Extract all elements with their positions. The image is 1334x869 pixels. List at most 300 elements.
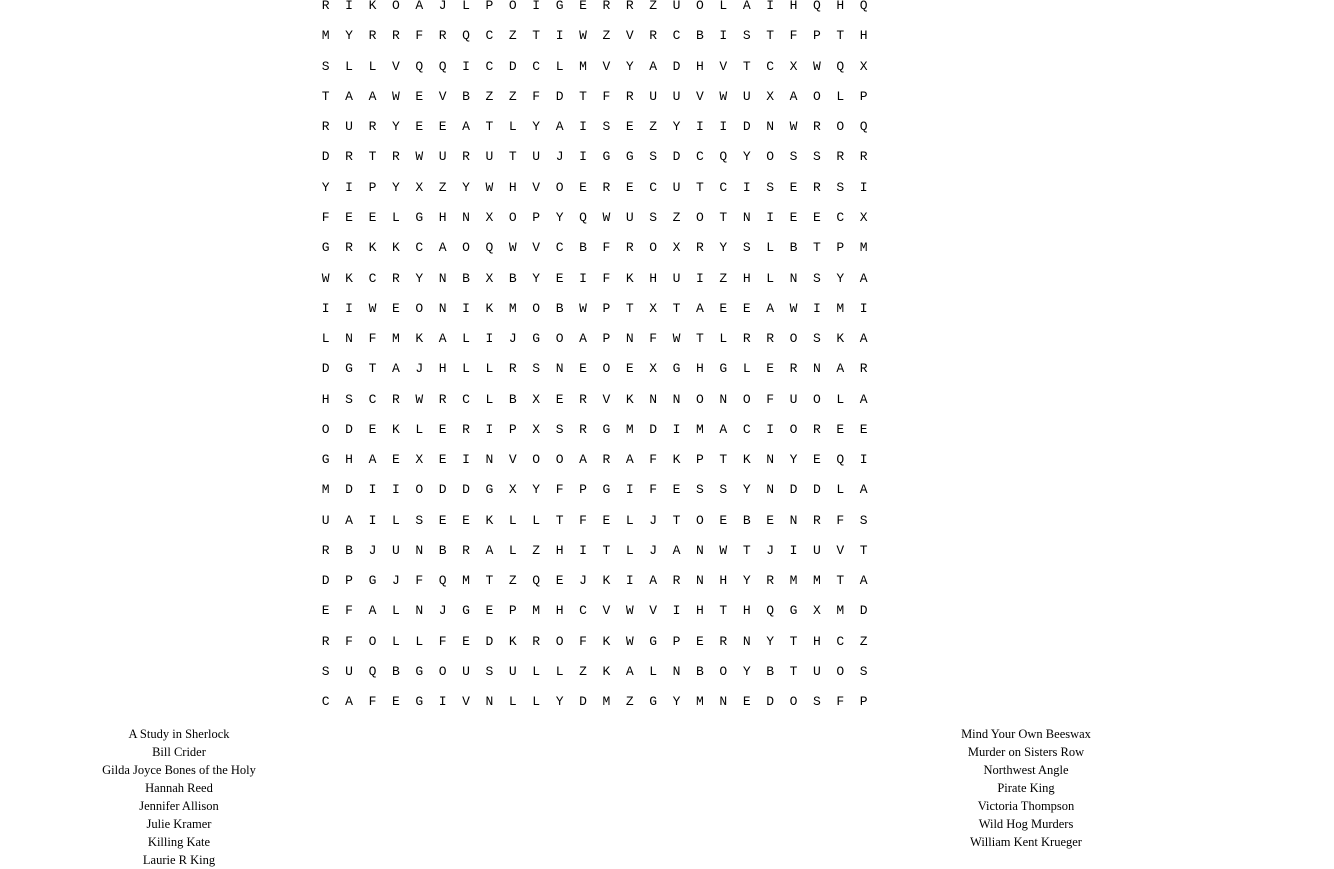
- grid-letter: L: [719, 331, 728, 347]
- grid-letter: B: [462, 88, 470, 104]
- word-list-item: Jennifer Allison: [139, 799, 219, 813]
- grid-letter: M: [696, 694, 704, 710]
- grid-letter: F: [789, 28, 798, 44]
- grid-letter: O: [719, 663, 728, 679]
- grid-letter: S: [321, 58, 330, 74]
- grid-letter: T: [579, 88, 587, 104]
- grid-letter: G: [345, 361, 353, 377]
- grid-letter: E: [836, 421, 845, 437]
- grid-letter: Y: [742, 663, 751, 679]
- grid-letter: C: [462, 391, 470, 407]
- grid-letter: N: [415, 542, 424, 558]
- grid-letter: H: [789, 0, 798, 14]
- grid-letter: R: [812, 119, 821, 135]
- grid-letter: D: [345, 421, 353, 437]
- grid-row: [314, 354, 894, 384]
- grid-letter: D: [321, 361, 330, 377]
- grid-letter: H: [649, 270, 658, 286]
- grid-letter: M: [836, 603, 845, 619]
- grid-row: [314, 506, 894, 536]
- grid-letter: B: [438, 542, 447, 558]
- grid-letter: O: [555, 331, 564, 347]
- word-list-item: William Kent Krueger: [970, 835, 1082, 849]
- grid-letter: Y: [672, 119, 681, 135]
- grid-letter: T: [485, 119, 494, 135]
- grid-letter: E: [438, 119, 447, 135]
- grid-letter: A: [368, 452, 377, 468]
- grid-letter: J: [438, 0, 447, 14]
- grid-letter: W: [625, 603, 634, 619]
- grid-letter: E: [415, 88, 424, 104]
- grid-letter: E: [415, 119, 424, 135]
- grid-letter: T: [625, 300, 634, 316]
- grid-letter: W: [415, 149, 424, 165]
- grid-letter: S: [742, 28, 751, 44]
- grid-row: [314, 445, 894, 475]
- grid-letter: E: [859, 421, 868, 437]
- grid-letter: G: [555, 0, 564, 14]
- grid-letter: A: [789, 88, 798, 104]
- grid-letter: L: [532, 512, 541, 528]
- grid-letter: S: [789, 149, 798, 165]
- grid-letter: N: [696, 542, 704, 558]
- grid-letter: G: [602, 482, 611, 498]
- grid-letter: U: [672, 88, 681, 104]
- grid-letter: C: [485, 28, 494, 44]
- grid-letter: G: [719, 361, 728, 377]
- grid-letter: O: [766, 149, 775, 165]
- grid-letter: L: [462, 361, 470, 377]
- word-list-item: A Study in Sherlock: [128, 727, 230, 741]
- grid-letter: I: [579, 119, 587, 135]
- grid-letter: A: [766, 300, 775, 316]
- grid-letter: C: [836, 633, 845, 649]
- grid-letter: N: [485, 694, 494, 710]
- grid-letter: N: [649, 391, 658, 407]
- grid-letter: R: [812, 512, 821, 528]
- grid-letter: A: [438, 331, 447, 347]
- grid-letter: O: [789, 331, 798, 347]
- grid-letter: J: [391, 573, 400, 589]
- word-list-item: Laurie R King: [142, 853, 216, 867]
- grid-letter: G: [415, 209, 424, 225]
- grid-row: [314, 596, 894, 626]
- grid-letter: R: [321, 0, 330, 14]
- grid-letter: J: [766, 542, 775, 558]
- grid-letter: G: [462, 603, 470, 619]
- grid-letter: O: [321, 421, 330, 437]
- grid-letter: Q: [368, 663, 377, 679]
- grid-letter: R: [462, 542, 470, 558]
- grid-letter: Y: [672, 694, 681, 710]
- grid-letter: C: [532, 58, 541, 74]
- grid-letter: A: [485, 542, 494, 558]
- grid-letter: I: [485, 421, 494, 437]
- grid-letter: V: [696, 88, 704, 104]
- grid-letter: N: [415, 603, 424, 619]
- word-list-right: [921, 725, 1131, 851]
- grid-letter: X: [812, 603, 821, 619]
- grid-letter: J: [415, 361, 424, 377]
- grid-letter: S: [602, 119, 611, 135]
- grid-letter: B: [345, 542, 353, 558]
- grid-letter: S: [812, 694, 821, 710]
- grid-letter: T: [859, 542, 868, 558]
- grid-letter: X: [649, 361, 658, 377]
- grid-letter: L: [508, 119, 517, 135]
- grid-letter: K: [485, 512, 494, 528]
- grid-letter: B: [508, 270, 517, 286]
- grid-letter: G: [649, 694, 658, 710]
- grid-letter: L: [766, 240, 775, 256]
- grid-letter: I: [625, 482, 634, 498]
- grid-letter: L: [485, 391, 494, 407]
- grid-letter: P: [836, 240, 845, 256]
- grid-letter: E: [625, 361, 634, 377]
- grid-letter: I: [462, 452, 470, 468]
- grid-row: [314, 415, 894, 445]
- grid-letter: R: [672, 573, 681, 589]
- grid-letter: F: [345, 603, 353, 619]
- grid-letter: G: [415, 663, 424, 679]
- grid-letter: E: [696, 633, 704, 649]
- grid-letter: Q: [462, 28, 470, 44]
- grid-letter: B: [555, 300, 564, 316]
- grid-letter: O: [462, 240, 470, 256]
- grid-letter: E: [579, 361, 587, 377]
- grid-letter: P: [859, 694, 868, 710]
- grid-letter: I: [368, 482, 377, 498]
- grid-letter: M: [602, 694, 611, 710]
- grid-letter: D: [485, 633, 494, 649]
- grid-letter: N: [742, 209, 751, 225]
- grid-letter: I: [812, 300, 821, 316]
- grid-letter: F: [602, 88, 611, 104]
- grid-letter: V: [602, 603, 611, 619]
- grid-letter: V: [719, 58, 728, 74]
- grid-letter: E: [462, 512, 470, 528]
- grid-letter: Y: [391, 179, 400, 195]
- grid-row: [314, 142, 894, 172]
- grid-letter: T: [368, 361, 377, 377]
- grid-letter: F: [579, 512, 587, 528]
- grid-letter: Y: [462, 179, 470, 195]
- grid-letter: L: [836, 88, 845, 104]
- grid-letter: B: [462, 270, 470, 286]
- grid-letter: H: [438, 361, 447, 377]
- grid-letter: E: [391, 694, 400, 710]
- grid-letter: R: [532, 633, 541, 649]
- grid-letter: Y: [532, 482, 541, 498]
- grid-letter: T: [368, 149, 377, 165]
- grid-letter: G: [532, 331, 541, 347]
- grid-letter: U: [742, 88, 751, 104]
- grid-letter: J: [649, 512, 658, 528]
- grid-letter: I: [696, 119, 704, 135]
- grid-letter: A: [859, 270, 868, 286]
- grid-letter: I: [579, 542, 587, 558]
- grid-letter: A: [579, 331, 587, 347]
- grid-letter: D: [672, 58, 681, 74]
- grid-letter: I: [462, 300, 470, 316]
- grid-letter: V: [836, 542, 845, 558]
- grid-letter: G: [789, 603, 798, 619]
- grid-letter: E: [789, 209, 798, 225]
- grid-letter: F: [415, 573, 424, 589]
- grid-letter: U: [812, 663, 821, 679]
- grid-letter: P: [812, 28, 821, 44]
- grid-letter: L: [391, 209, 400, 225]
- grid-letter: R: [812, 179, 821, 195]
- grid-letter: R: [438, 28, 447, 44]
- grid-letter: K: [368, 240, 377, 256]
- grid-letter: B: [789, 240, 798, 256]
- grid-letter: A: [462, 119, 470, 135]
- grid-letter: E: [462, 633, 470, 649]
- grid-letter: T: [836, 28, 845, 44]
- grid-letter: X: [859, 209, 868, 225]
- grid-letter: L: [462, 331, 470, 347]
- grid-letter: O: [789, 421, 798, 437]
- grid-letter: Z: [485, 88, 494, 104]
- grid-letter: X: [508, 482, 517, 498]
- grid-letter: F: [836, 694, 845, 710]
- grid-letter: L: [345, 58, 353, 74]
- grid-letter: D: [579, 694, 587, 710]
- grid-letter: C: [485, 58, 494, 74]
- grid-letter: T: [766, 28, 775, 44]
- grid-letter: L: [555, 663, 564, 679]
- grid-letter: F: [368, 694, 377, 710]
- grid-letter: I: [555, 28, 564, 44]
- grid-letter: Y: [742, 149, 751, 165]
- grid-letter: T: [742, 542, 751, 558]
- grid-letter: U: [485, 149, 494, 165]
- grid-letter: U: [649, 88, 658, 104]
- grid-letter: U: [789, 391, 798, 407]
- grid-letter: L: [508, 512, 517, 528]
- grid-letter: A: [696, 300, 704, 316]
- grid-letter: D: [555, 88, 564, 104]
- grid-letter: A: [625, 452, 634, 468]
- grid-row: [314, 233, 894, 263]
- grid-letter: R: [391, 391, 400, 407]
- grid-letter: I: [859, 179, 868, 195]
- grid-letter: H: [696, 58, 704, 74]
- grid-letter: B: [579, 240, 587, 256]
- grid-letter: J: [579, 573, 587, 589]
- grid-letter: P: [602, 331, 611, 347]
- grid-letter: T: [696, 179, 704, 195]
- grid-letter: A: [672, 542, 681, 558]
- grid-letter: R: [368, 119, 377, 135]
- grid-row: [314, 324, 894, 354]
- grid-letter: F: [649, 452, 658, 468]
- grid-letter: J: [438, 603, 447, 619]
- grid-letter: A: [345, 88, 353, 104]
- grid-letter: W: [672, 331, 681, 347]
- grid-row: [314, 203, 894, 233]
- grid-letter: U: [672, 270, 681, 286]
- grid-letter: I: [766, 209, 775, 225]
- grid-letter: R: [345, 240, 353, 256]
- grid-letter: Y: [555, 209, 564, 225]
- grid-letter: I: [719, 28, 728, 44]
- grid-letter: W: [579, 28, 587, 44]
- grid-letter: Y: [391, 119, 400, 135]
- grid-letter: A: [368, 603, 377, 619]
- grid-letter: L: [649, 663, 658, 679]
- grid-letter: J: [649, 542, 658, 558]
- grid-letter: N: [719, 694, 728, 710]
- grid-letter: Z: [649, 0, 658, 14]
- grid-letter: X: [415, 452, 424, 468]
- grid-letter: O: [508, 0, 517, 14]
- grid-letter: O: [602, 361, 611, 377]
- grid-letter: O: [368, 633, 377, 649]
- grid-letter: M: [532, 603, 541, 619]
- grid-letter: P: [602, 300, 611, 316]
- grid-letter: B: [766, 663, 775, 679]
- grid-letter: R: [579, 391, 587, 407]
- grid-letter: W: [719, 88, 728, 104]
- grid-letter: E: [321, 603, 330, 619]
- grid-letter: U: [672, 0, 681, 14]
- grid-letter: U: [812, 542, 821, 558]
- grid-letter: U: [345, 663, 353, 679]
- grid-letter: I: [345, 300, 353, 316]
- grid-letter: S: [696, 482, 704, 498]
- grid-letter: E: [719, 512, 728, 528]
- grid-letter: C: [415, 240, 424, 256]
- grid-letter: R: [391, 270, 400, 286]
- grid-letter: T: [742, 58, 751, 74]
- grid-letter: R: [812, 421, 821, 437]
- grid-letter: N: [625, 331, 634, 347]
- grid-letter: T: [789, 663, 798, 679]
- grid-letter: I: [859, 452, 868, 468]
- grid-letter: R: [859, 149, 868, 165]
- grid-letter: D: [345, 482, 353, 498]
- grid-letter: P: [368, 179, 377, 195]
- grid-letter: H: [696, 603, 704, 619]
- grid-row: [314, 384, 894, 414]
- grid-letter: Q: [579, 209, 587, 225]
- grid-letter: C: [742, 421, 751, 437]
- grid-letter: L: [555, 58, 564, 74]
- grid-letter: P: [532, 209, 541, 225]
- grid-letter: R: [321, 633, 330, 649]
- grid-letter: O: [789, 694, 798, 710]
- grid-letter: P: [672, 633, 681, 649]
- grid-letter: L: [625, 512, 634, 528]
- grid-letter: Q: [532, 573, 541, 589]
- grid-letter: Z: [602, 28, 611, 44]
- grid-letter: A: [415, 0, 424, 14]
- grid-row: [314, 687, 894, 717]
- grid-letter: T: [555, 512, 564, 528]
- grid-letter: A: [649, 58, 658, 74]
- grid-letter: O: [508, 209, 517, 225]
- grid-row: [314, 173, 894, 203]
- grid-letter: C: [836, 209, 845, 225]
- grid-letter: L: [836, 391, 845, 407]
- grid-letter: Z: [438, 179, 447, 195]
- grid-letter: T: [812, 240, 821, 256]
- grid-letter: S: [742, 240, 751, 256]
- grid-letter: I: [696, 270, 704, 286]
- grid-letter: E: [438, 452, 447, 468]
- grid-letter: W: [508, 240, 517, 256]
- grid-letter: Y: [555, 694, 564, 710]
- grid-letter: A: [368, 88, 377, 104]
- word-list-item: Killing Kate: [147, 835, 211, 849]
- grid-letter: A: [836, 361, 845, 377]
- grid-letter: T: [789, 633, 798, 649]
- grid-letter: N: [462, 209, 470, 225]
- grid-letter: E: [766, 361, 775, 377]
- grid-letter: T: [719, 452, 728, 468]
- grid-letter: M: [789, 573, 798, 589]
- grid-letter: S: [812, 270, 821, 286]
- grid-letter: H: [555, 542, 564, 558]
- grid-letter: F: [602, 270, 611, 286]
- grid-letter: K: [602, 663, 611, 679]
- grid-letter: F: [836, 512, 845, 528]
- grid-letter: Q: [859, 119, 868, 135]
- grid-letter: S: [532, 361, 541, 377]
- grid-letter: Y: [532, 270, 541, 286]
- grid-letter: X: [859, 58, 868, 74]
- grid-letter: N: [789, 270, 798, 286]
- grid-letter: T: [532, 28, 541, 44]
- grid-letter: Q: [836, 452, 845, 468]
- grid-letter: D: [812, 482, 821, 498]
- grid-letter: Y: [836, 270, 845, 286]
- grid-letter: R: [859, 361, 868, 377]
- grid-letter: G: [485, 482, 494, 498]
- grid-letter: Y: [415, 270, 424, 286]
- grid-letter: B: [391, 663, 400, 679]
- grid-letter: R: [321, 542, 330, 558]
- word-list-item: Wild Hog Murders: [978, 817, 1074, 831]
- grid-letter: Z: [508, 28, 517, 44]
- grid-letter: K: [836, 331, 845, 347]
- grid-letter: K: [345, 270, 353, 286]
- grid-letter: I: [532, 0, 541, 14]
- grid-letter: R: [625, 88, 634, 104]
- grid-letter: Z: [719, 270, 728, 286]
- grid-letter: L: [391, 603, 400, 619]
- grid-letter: Q: [719, 149, 728, 165]
- grid-letter: S: [415, 512, 424, 528]
- grid-letter: R: [766, 331, 775, 347]
- grid-letter: F: [579, 633, 587, 649]
- grid-letter: W: [579, 300, 587, 316]
- grid-letter: M: [836, 300, 845, 316]
- grid-letter: H: [696, 361, 704, 377]
- grid-letter: W: [602, 209, 611, 225]
- grid-letter: E: [789, 179, 798, 195]
- grid-letter: T: [321, 88, 330, 104]
- grid-letter: S: [859, 512, 868, 528]
- word-list-item: Pirate King: [997, 781, 1055, 795]
- grid-letter: F: [438, 633, 447, 649]
- grid-letter: A: [649, 573, 658, 589]
- grid-letter: U: [625, 209, 634, 225]
- grid-letter: O: [836, 119, 845, 135]
- grid-letter: T: [508, 149, 517, 165]
